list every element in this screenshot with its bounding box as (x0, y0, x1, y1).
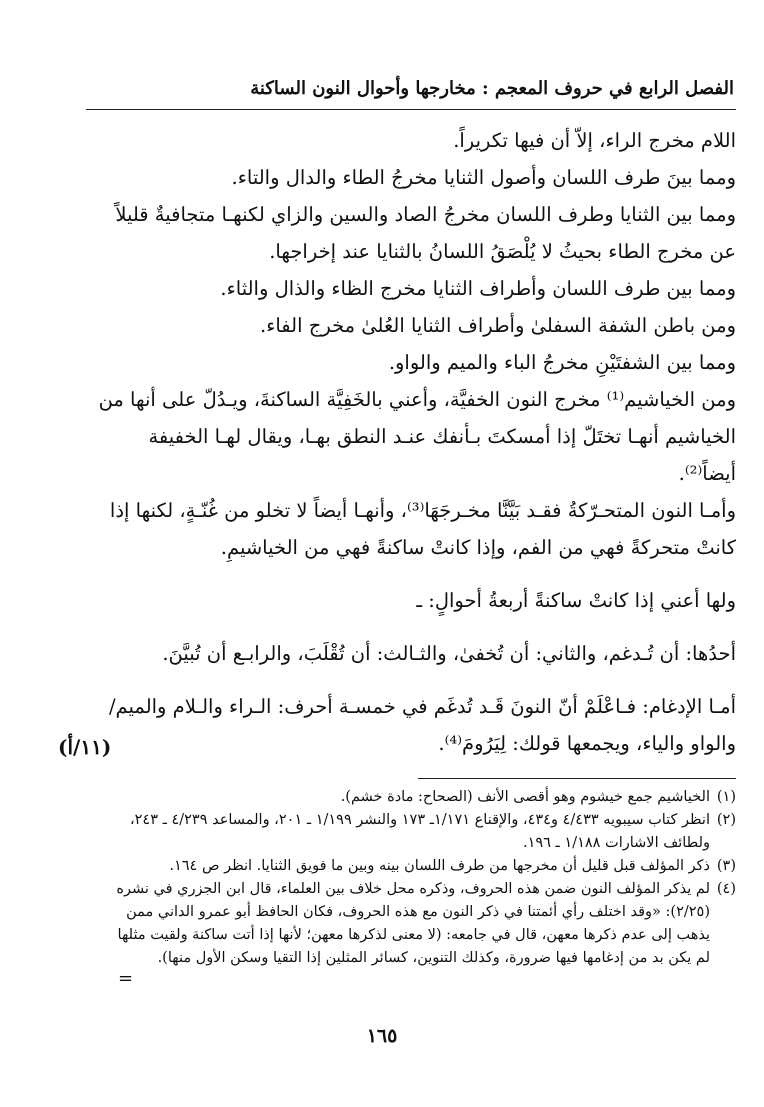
footnote-text: الخياشيم جمع خيشوم وهو أقصى الأنف (الصحاح: مادة خشم). (340, 789, 710, 805)
paragraph-line: ومما بين طرف اللسان وأطراف الثنايا مخرج الظاء والذال والثاء. (220, 277, 736, 300)
footnote-number: (١) (716, 789, 736, 805)
footnote (112, 855, 736, 878)
running-header: الفصل الرابع في حروف المعجم : مخارجها وأحوال النون الساكنة (250, 78, 734, 99)
continuation-mark: = (118, 968, 134, 989)
footnotes (112, 786, 736, 970)
paragraph-line: أمـا الإدغام: فـاعْلَمْ أنّ النونَ قَـد تُدغَم في خمسـة أحرف: الـراء والـلام والميم/ والواو والياء، ويجمعها قولك: لِيَرُومَ⁽⁴⁾. (108, 695, 736, 755)
paragraph-line: ومما بين الثنايا وطرف اللسان مخرجُ الصاد والسين والزاي لكنهـا متجافيةٌ قليلاً عن مخرج الطاء بحيثُ لا يُلْصَقُ اللسانُ بالثنايا عند إخراجها. (115, 203, 736, 263)
footnote-text: ذكر المؤلف قبل قليل أن مخرجها من طرف اللسان بينه وبين ما فويق الثنايا. انظر ص ١٦٤. (169, 858, 710, 874)
footnote-divider (418, 778, 736, 779)
footnote (112, 878, 736, 970)
paragraph-line: ومما بينَ طرف اللسان وأصول الثنايا مخرجُ الطاء والدال والتاء. (231, 166, 736, 189)
paragraph-line: وأمـا النون المتحـرّكةُ فقـد بَيَّنَّا مخـرجَهَا⁽³⁾، وأنهـا أيضاً لا تخلو من غُنّـةٍ، لكنها إذا كانتْ متحركةً فهي من الفم، وإذا كانتْ ساكنةً فهي من الخياشيمِ. (109, 499, 736, 559)
footnote-text: لم يذكر المؤلف النون ضمن هذه الحروف، وذكره محل خلاف بين العلماء، قال ابن الجزري في نشره (٢/٢٥): «وقد اختلف رأي أئمتنا في ذكر النون مع هذه الحروف، فكان الحافظ أبو عمرو الداني ممن يذهب إلى عدم ذكرها معهن، قال في جامعه: (لا معنى لذكرها معهن؛ لأنها إذا أتت ساكنة ولقيت مثلها لم يكن بد من إدغامها فيها ضرورة، وكذلك التنوين، كسائر المثلين إذا التقيا وسكن الأول منها). (116, 881, 710, 966)
footnote-number: (٤) (716, 881, 736, 897)
footnote-number: (٢) (716, 812, 736, 828)
footnote (112, 809, 736, 855)
paragraph-line: اللام مخرج الراء، إلاّ أن فيها تكريراً. (453, 129, 736, 152)
manuscript-folio-ref: (١١/أ) (58, 735, 112, 759)
paragraph-line: أحدُها: أن تُـدغم، والثاني: أن تُخفىٰ، والثـالث: أن تُقْلَبَ، والرابـع أن تُبيَّنَ. (162, 642, 736, 665)
paragraph-line: ولها أعني إذا كانتْ ساكنةً أربعةُ أحوالٍ: ـ (416, 589, 736, 612)
footnote (112, 786, 736, 809)
footnote-text: انظر كتاب سيبويه ٤/٤٣٣ و٤٣٤، والإقناع ١/١٧١ـ ١٧٣ والنشر ١/١٩٩ ـ ٢٠١، والمساعد ٤/٢٣٩ ـ ٢٤٣، ولطائف الاشارات ١/١٨٨ ـ ١٩٦. (129, 812, 710, 851)
paragraph-line: ومما بين الشفتَيْنِ مخرجُ الباء والميم والواو. (388, 351, 736, 374)
page-number: ١٦٥ (366, 1025, 398, 1047)
footnote-number: (٣) (716, 858, 736, 874)
paragraph-line: ومن باطن الشفة السفلىٰ وأطراف الثنايا العُلىٰ مخرج الفاء. (260, 314, 736, 337)
header-divider (86, 109, 736, 110)
paragraph-line: ومن الخياشيم⁽¹⁾ مخرج النون الخفيَّة، وأعني بالخَفِيَّة الساكنةَ، ويـدُلّ على أنها من الخياشيم أنهـا تختَلّ إذا أمسكتَ بـأنفك عنـد النطق بهـا، ويقال لهـا الخفيفة أيضاً⁽²⁾. (98, 388, 736, 485)
main-text (86, 122, 736, 778)
